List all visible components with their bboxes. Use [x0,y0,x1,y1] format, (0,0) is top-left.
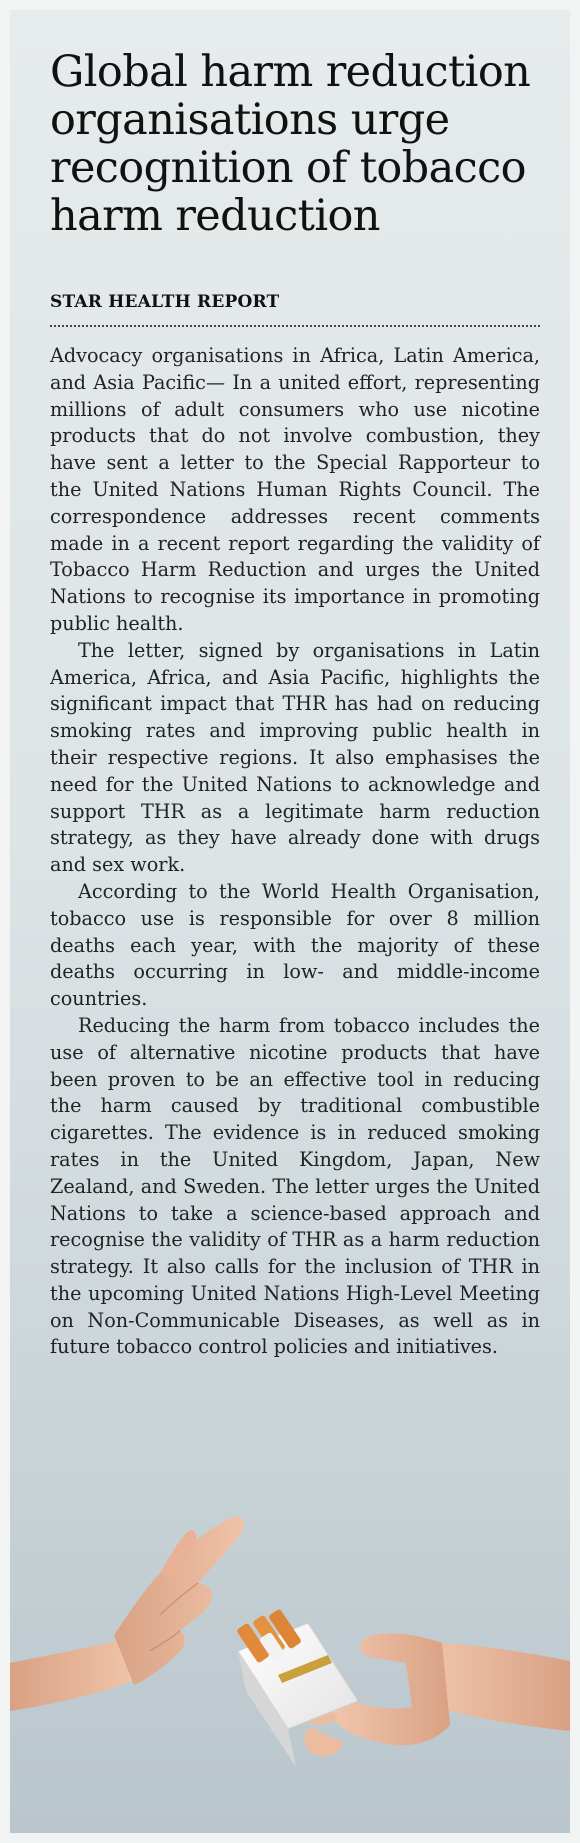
paragraph: Advocacy organisations in Africa, Latin America, and Asia Pacific— In a united effort, representing millions of adult consumers who use nicotine products that do not involve combustion, they have sent a letter to the Special Rapporteur to the United Nations Human Rights Council. The correspondence addresses recent comments made in a recent report regarding the validity of Tobacco Harm Reduction and urges the United Nations to recognise its importance in promoting public health. [50,344,540,635]
dotted-divider [50,325,540,327]
headline: Global harm reduction organisations urge recognition of tobacco harm reduction [50,47,531,241]
paragraph: According to the World Health Organisation, tobacco use is responsible for over 8 million deaths each year, with the majority of these deaths occurring in low- and middle-income countries. [50,879,540,1011]
paragraph: The letter, signed by organisations in Latin America, Africa, and Asia Pacific, highlights the significant impact that THR has had on reducing smoking rates and improving public health in their respective regions. It also emphasises the need for the United Nations to acknowledge and support THR as a legitimate harm reduction strategy, as they have already done with drugs and sex work. [50,638,540,877]
article-body [50,343,540,1361]
article-page [10,10,570,1833]
left-hand [10,1517,244,1711]
paragraph: Reducing the harm from tobacco includes the use of alternative nicotine products that have been proven to be an effective tool in reducing the harm caused by traditional combustible cigarettes. The evidence is in reduced smoking rates in the United Kingdom, Japan, New Zealand, and Sweden. The letter urges the United Nations to take a science-based approach and recognise the validity of THR as a harm reduction strategy. It also calls for the inclusion of THR in the upcoming United Nations High-Level Meeting on Non-Communicable Diseases, as well as in future tobacco control policies and initiatives. [50,1013,540,1359]
refusing-cigarettes-photo [10,1475,570,1833]
byline: STAR HEALTH REPORT [50,292,280,312]
